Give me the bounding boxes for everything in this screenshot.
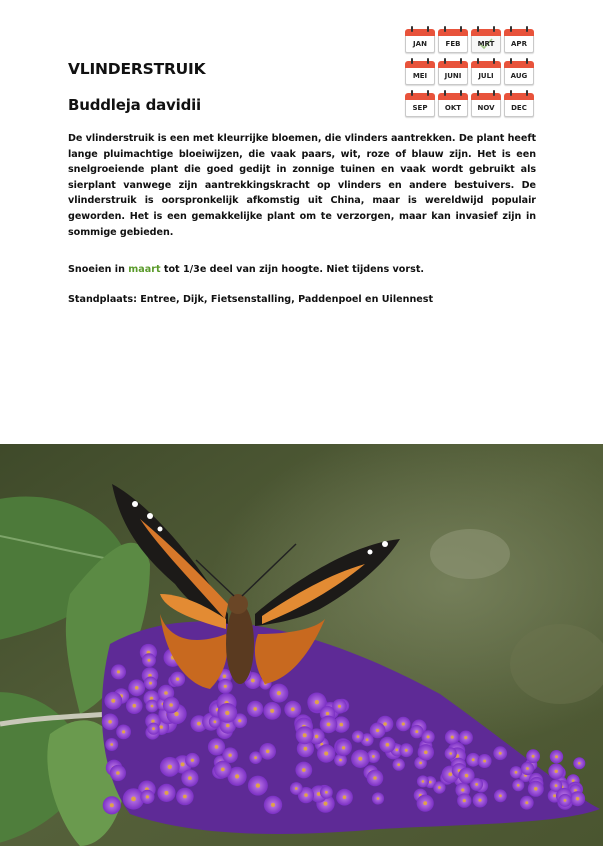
plant-name: VLINDERSTRUIK <box>68 60 206 78</box>
calendar-month-mei <box>405 58 435 85</box>
bloom-calendar <box>405 26 535 118</box>
calendar-month-okt <box>438 90 468 117</box>
calendar-month-label: MRT <box>477 40 495 48</box>
calendar-month-label: JAN <box>413 40 427 48</box>
pruning-suffix: tot 1/3e deel van zijn hoogte. Niet tijdens vorst. <box>160 264 425 275</box>
calendar-month-label: APR <box>511 40 527 48</box>
location-info: Standplaats: Entree, Dijk, Fietsenstalling, Paddenpoel en Uilennest <box>68 294 434 305</box>
calendar-month-mrt <box>471 26 501 53</box>
calendar-month-label: SEP <box>412 104 428 112</box>
calendar-month-label: JUNI <box>444 72 462 80</box>
pruning-prefix: Snoeien in <box>68 264 129 275</box>
calendar-month-label: FEB <box>445 40 461 48</box>
calendar-month-aug <box>504 58 534 85</box>
calendar-month-apr <box>504 26 534 53</box>
pruning-month: maart <box>128 264 161 275</box>
calendar-month-feb <box>438 26 468 53</box>
pruning-info <box>68 264 424 275</box>
calendar-month-sep <box>405 90 435 117</box>
calendar-month-nov <box>471 90 501 117</box>
calendar-month-juli <box>471 58 501 85</box>
calendar-month-label: NOV <box>477 104 495 112</box>
calendar-month-jan <box>405 26 435 53</box>
calendar-month-juni <box>438 58 468 85</box>
calendar-month-label: OKT <box>444 104 462 112</box>
calendar-month-label: MEI <box>412 72 428 80</box>
plant-latin-name: Buddleja davidii <box>68 96 201 114</box>
plant-description: De vlinderstruik is een met kleurrijke bloemen, die vlinders aantrekken. De plant heeft lange pluimachtige bloeiwijzen, die vaak paars, wit, roze of blauw zijn. Het is een snelgroeiende plant die goed gedijt in zonnige tuinen en vaak wordt gebruikt als sierplant vanwege zijn aantrekkingskracht op vlinders en andere bestuivers. De vlinderstruik is oorspronkelijk afkomstig uit China, maar is wereldwijd populair geworden. Het is een gemakkelijke plant om te verzorgen, maar kan invasief zijn in sommige gebieden. <box>68 133 536 238</box>
calendar-month-label: AUG <box>510 72 528 80</box>
calendar-month-dec <box>504 90 534 117</box>
calendar-month-label: DEC <box>511 104 527 112</box>
plant-photo <box>0 444 603 846</box>
calendar-month-label: JULI <box>478 72 494 80</box>
